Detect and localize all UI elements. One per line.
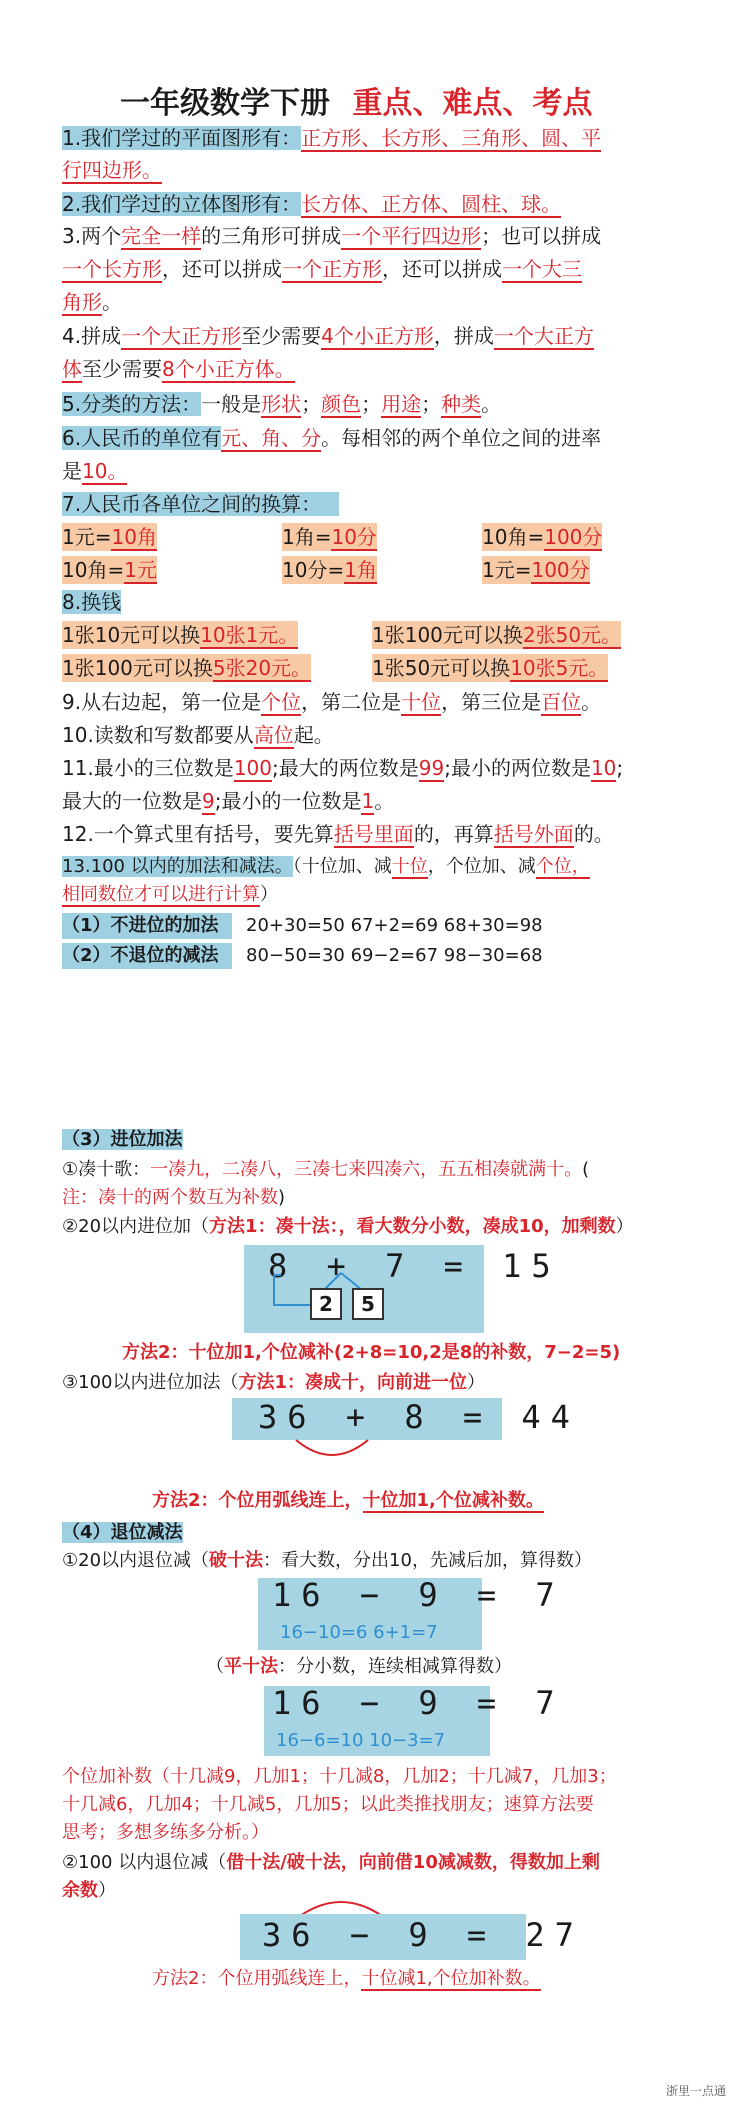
point-13: 13.100 以内的加法和减法。（十位加、减十位，个位加、减个位， bbox=[62, 856, 590, 877]
point-13-label: 13.100 以内的加法和减法。 bbox=[62, 856, 293, 877]
exchange-cell: 1张10元可以换10张1元。 bbox=[62, 623, 299, 647]
money-cell: 10分=1角 bbox=[282, 558, 377, 582]
equation-5: 36 − 9 = 27 bbox=[262, 1916, 584, 1954]
point-7-label: 7.人民币各单位之间的换算： bbox=[62, 492, 339, 516]
exchange-cell: 1张100元可以换5张20元。 bbox=[62, 656, 312, 680]
point-3-cont bbox=[62, 255, 582, 283]
point-1-cont bbox=[62, 156, 162, 184]
page-title bbox=[120, 78, 592, 122]
point-3-cont2 bbox=[62, 288, 122, 316]
equation-3-steps: 16−10=6 6+1=7 bbox=[280, 1622, 438, 1643]
s3-line-1: ①凑十歌：一凑九，二凑八，三凑七来四凑六，五五相凑就满十。( bbox=[62, 1159, 590, 1180]
carry-arc bbox=[292, 1436, 372, 1466]
section-3-label: （3）进位加法 bbox=[62, 1129, 183, 1150]
answer: 一个长方形 bbox=[62, 257, 162, 281]
point-6 bbox=[62, 424, 601, 452]
s4-method-2: 方法2：个位用弧线连上，十位减1,个位加补数。 bbox=[152, 1968, 541, 1989]
answer: 一个正方形 bbox=[282, 257, 382, 281]
point-1-label: 1.我们学过的平面图形有： bbox=[62, 126, 302, 150]
number-box-2: 2 bbox=[310, 1288, 342, 1320]
equation-2: 36 + 8 = 44 bbox=[258, 1398, 580, 1436]
section-4-label: （4）退位减法 bbox=[62, 1522, 183, 1543]
point-11-cont: 最大的一位数是9;最小的一位数是1。 bbox=[62, 789, 395, 813]
text: 。每相邻的两个单位之间的进率 bbox=[321, 426, 602, 450]
answer: 种类 bbox=[441, 392, 482, 416]
text: ； bbox=[361, 392, 382, 416]
answer: 4个小正方形 bbox=[321, 324, 434, 348]
s4-line-3-cont: 余数） bbox=[62, 1880, 116, 1901]
s4-note-3: 思考；多想多练多分析。） bbox=[62, 1822, 269, 1843]
point-6-cont bbox=[62, 457, 127, 485]
point-2-label: 2.我们学过的立体图形有： bbox=[62, 192, 302, 216]
text: ，拼成 bbox=[433, 324, 494, 348]
text: ； bbox=[301, 392, 322, 416]
point-2-answer: 长方体、正方体、圆柱、球。 bbox=[301, 192, 562, 216]
text: 是 bbox=[62, 459, 82, 483]
money-cell: 10角=100分 bbox=[482, 525, 603, 549]
equation-3: 16 − 9 = 7 bbox=[272, 1576, 565, 1614]
exchange-cell: 1张50元可以换10张5元。 bbox=[372, 656, 609, 680]
answer: 8个小正方体。 bbox=[162, 357, 295, 381]
point-1-answer: 正方形、长方形、三角形、圆、平 bbox=[301, 126, 602, 150]
point-1-answer-2: 行四边形。 bbox=[62, 158, 162, 182]
answer: 一个平行四边形 bbox=[341, 224, 482, 248]
point-12: 12.一个算式里有括号，要先算括号里面的，再算括号外面的。 bbox=[62, 822, 614, 846]
point-1 bbox=[62, 124, 601, 152]
s4-note-2: 十几减6，几加4；十几减5，几加5；以此类推找朋友；速算方法要 bbox=[62, 1794, 594, 1815]
answer: 角形 bbox=[62, 290, 102, 314]
text: ； bbox=[421, 392, 442, 416]
money-cell: 1元=100分 bbox=[482, 558, 590, 582]
answer: 颜色 bbox=[321, 392, 362, 416]
text: 。 bbox=[102, 290, 122, 314]
point-3 bbox=[62, 222, 601, 250]
point-8 bbox=[62, 588, 121, 616]
text: ；也可以拼成 bbox=[481, 224, 602, 248]
no-borrow-sub-row: （2）不退位的减法 80−50=30 69−2=67 98−30=68 bbox=[62, 943, 543, 969]
answer: 用途 bbox=[381, 392, 422, 416]
text: 。 bbox=[481, 392, 502, 416]
point-7 bbox=[62, 490, 339, 518]
s3-line-2: 注：凑十的两个数互为补数) bbox=[62, 1187, 286, 1208]
point-9: 9.从右边起，第一位是个位，第二位是十位，第三位是百位。 bbox=[62, 690, 602, 714]
money-cell: 10角=1元 bbox=[62, 558, 157, 582]
footer-watermark: 浙里一点通 bbox=[666, 2084, 727, 2098]
point-6-label: 6.人民币的单位有 bbox=[62, 426, 222, 450]
s4-note-1: 个位加补数（十几减9，几加1；十几减8，几加2；十几减7，几加3； bbox=[62, 1766, 617, 1787]
text: ，还可以拼成 bbox=[162, 257, 282, 281]
point-5 bbox=[62, 390, 501, 418]
equation-1: 8 + 7 = 15 bbox=[268, 1247, 561, 1285]
equation-4: 16 − 9 = 7 bbox=[272, 1684, 565, 1722]
answer: 一个大三 bbox=[502, 257, 582, 281]
s3-line-4: ③100以内进位加法（方法1：凑成十，向前进一位） bbox=[62, 1372, 486, 1393]
point-8-label: 8.换钱 bbox=[62, 590, 122, 614]
answer: 一个大正方形 bbox=[121, 324, 242, 348]
point-4 bbox=[62, 322, 594, 350]
s3-method-2: 方法2：十位加1,个位减补(2+8=10,2是8的补数，7−2=5) bbox=[122, 1342, 621, 1363]
equation-4-steps: 16−6=10 10−3=7 bbox=[276, 1730, 446, 1751]
text: 3.两个 bbox=[62, 224, 122, 248]
text: 至少需要 bbox=[241, 324, 322, 348]
answer: 10。 bbox=[82, 459, 128, 483]
point-2 bbox=[62, 190, 561, 218]
money-cell: 1角=10分 bbox=[282, 525, 377, 549]
title-red: 重点、难点、考点 bbox=[352, 86, 593, 121]
point-10: 10.读数和写数都要从高位起。 bbox=[62, 723, 334, 747]
exchange-cell: 1张100元可以换2张50元。 bbox=[372, 623, 622, 647]
title-main: 一年级数学下册 bbox=[120, 86, 330, 121]
point-4-cont bbox=[62, 355, 295, 383]
s4-line-1: ①20以内退位减（破十法：看大数，分出10，先减后加，算得数） bbox=[62, 1550, 592, 1571]
s3-line-3: ②20以内进位加（方法1：凑十法：，看大数分小数，凑成10，加剩数） bbox=[62, 1216, 634, 1237]
answer: 形状 bbox=[261, 392, 302, 416]
s3-method-3: 方法2：个位用弧线连上，十位加1,个位减补数。 bbox=[152, 1490, 544, 1511]
money-cell: 1元=10角 bbox=[62, 525, 157, 549]
point-5-label: 5.分类的方法： bbox=[62, 392, 202, 416]
number-box-5: 5 bbox=[352, 1288, 384, 1320]
s4-line-2: （平十法：分小数，连续相减算得数） bbox=[206, 1656, 512, 1677]
point-13-cont: 相同数位才可以进行计算） bbox=[62, 884, 278, 905]
answer: 完全一样 bbox=[121, 224, 202, 248]
text: 的三角形可拼成 bbox=[201, 224, 342, 248]
text: ，还可以拼成 bbox=[382, 257, 502, 281]
text: 4.拼成 bbox=[62, 324, 122, 348]
no-carry-add-row: （1）不进位的加法 20+30=50 67+2=69 68+30=98 bbox=[62, 913, 543, 939]
answer: 元、角、分 bbox=[221, 426, 322, 450]
text: 一般是 bbox=[201, 392, 262, 416]
answer: 体 bbox=[62, 357, 82, 381]
answer: 一个大正方 bbox=[493, 324, 594, 348]
s4-line-3: ②100 以内退位减（借十法/破十法，向前借10减减数，得数加上剩 bbox=[62, 1852, 600, 1873]
point-11: 11.最小的三位数是100;最大的两位数是99;最小的两位数是10; bbox=[62, 756, 624, 780]
text: 至少需要 bbox=[82, 357, 162, 381]
